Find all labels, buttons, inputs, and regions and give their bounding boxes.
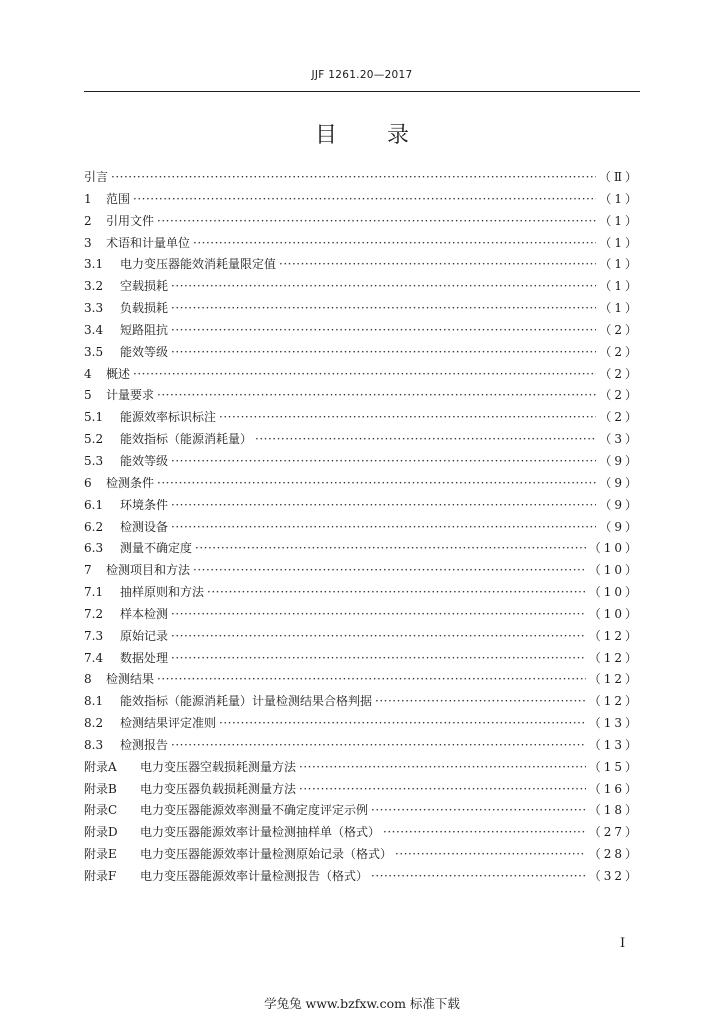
toc-entry[interactable]: [84, 627, 640, 649]
toc-entry[interactable]: [84, 649, 640, 671]
toc-entry-number: 附录E: [84, 847, 117, 862]
toc-entry-number: 2: [84, 213, 92, 228]
toc-dot-leader: [193, 563, 586, 577]
toc-entry-page: （15）: [588, 759, 640, 774]
toc-entry-number: 1: [84, 191, 92, 206]
toc-entry[interactable]: [84, 496, 640, 518]
footer-watermark: 学兔兔 www.bzfxw.com 标准下载: [264, 996, 460, 1011]
toc-entry-number: 6.3: [84, 541, 104, 556]
toc-dot-leader: [255, 432, 596, 446]
toc-entry[interactable]: [84, 365, 640, 387]
toc-dot-leader: [171, 301, 596, 315]
toc-entry-number: 附录B: [84, 781, 117, 796]
toc-entry-title: 能效等级: [120, 453, 169, 468]
toc-entry-page: （Ⅱ）: [598, 170, 640, 184]
toc-entry-page: （9）: [599, 519, 640, 534]
toc-entry-page: （18）: [588, 803, 640, 818]
toc-entry[interactable]: [84, 518, 640, 540]
toc-entry[interactable]: [84, 212, 640, 234]
toc-entry-page: （32）: [588, 869, 640, 883]
toc-entry-title: 能效指标（能源消耗量）计量检测结果合格判据: [120, 694, 373, 709]
toc-entry-title: 电力变压器负载损耗测量方法: [140, 781, 297, 796]
toc-dot-leader: [219, 410, 596, 424]
toc-entry-page: （9）: [599, 497, 640, 512]
toc-dot-leader: [193, 236, 596, 250]
toc-entry-page: （10）: [588, 541, 640, 556]
toc-entry-number: 7.4: [84, 650, 104, 665]
toc-entry-title: 数据处理: [120, 650, 169, 665]
toc-entry-number: 5.1: [84, 410, 104, 425]
toc-dot-leader: [171, 651, 586, 665]
toc-entry-number: 3.2: [84, 279, 104, 294]
toc-entry[interactable]: [84, 234, 640, 256]
toc-entry-number: 附录C: [84, 803, 118, 818]
toc-dot-leader: [299, 760, 586, 774]
toc-entry-title: 负载损耗: [120, 301, 169, 316]
toc-dot-leader: [133, 192, 596, 206]
toc-dot-leader: [171, 345, 596, 359]
toc-entry[interactable]: [84, 430, 640, 452]
toc-entry-title: 概述: [106, 366, 131, 381]
toc-entry[interactable]: [84, 277, 640, 299]
toc-dot-leader: [157, 672, 586, 686]
toc-entry-number: 8: [84, 672, 92, 687]
toc-entry-number: 6.2: [84, 519, 104, 534]
toc-entry[interactable]: [84, 386, 640, 408]
toc-entry-page: （28）: [588, 847, 640, 862]
toc-entry-number: 3.1: [84, 257, 104, 272]
toc-entry-page: （16）: [588, 781, 640, 796]
toc-dot-leader: [207, 585, 586, 599]
toc-entry-page: （2）: [599, 366, 640, 381]
toc-entry-page: （13）: [588, 716, 640, 731]
toc-entry[interactable]: [84, 343, 640, 365]
toc-entry-title: 电力变压器能效消耗量限定值: [120, 257, 277, 272]
toc-entry[interactable]: [84, 299, 640, 321]
toc-entry-title: 引言: [84, 170, 109, 184]
toc-entry-number: 7: [84, 563, 92, 578]
toc-entry-title: 原始记录: [120, 628, 169, 643]
toc-entry[interactable]: [84, 670, 640, 692]
toc-entry-title: 电力变压器能源效率计量检测抽样单（格式）: [140, 825, 381, 840]
toc-entry-page: （12）: [588, 628, 640, 643]
toc-entry-page: （10）: [588, 606, 640, 621]
toc-entry-number: 3: [84, 235, 92, 250]
toc-entry-number: 附录D: [84, 825, 118, 840]
standard-code-header: JJF 1261.20—2017: [311, 69, 413, 81]
toc-entry-title: 检测项目和方法: [106, 563, 191, 578]
toc-entry-page: （1）: [599, 235, 640, 250]
toc-entry-number: 6: [84, 475, 92, 490]
toc-entry[interactable]: [84, 736, 640, 758]
toc-dot-leader: [157, 214, 596, 228]
toc-entry[interactable]: [84, 583, 640, 605]
toc-entry-title: 电力变压器能源效率计量检测报告（格式）: [140, 869, 369, 883]
toc-dot-leader: [171, 629, 586, 643]
toc-entry-page: （12）: [588, 694, 640, 709]
toc-entry-title: 术语和计量单位: [106, 235, 191, 250]
toc-entry-page: （1）: [599, 301, 640, 316]
toc-dot-leader: [279, 257, 596, 271]
toc-entry[interactable]: [84, 801, 640, 823]
toc-entry-title: 抽样原则和方法: [120, 585, 205, 600]
toc-entry-number: 4: [84, 366, 92, 381]
toc-dot-leader: [171, 454, 596, 468]
toc-entry-number: 5.2: [84, 432, 104, 447]
toc-entry-number: 5.3: [84, 453, 104, 468]
table-of-contents: [84, 168, 640, 889]
toc-dot-leader: [195, 541, 586, 555]
toc-entry-page: （13）: [588, 737, 640, 752]
toc-entry-page: （1）: [599, 279, 640, 294]
toc-entry-page: （3）: [599, 432, 640, 447]
toc-entry-title: 检测结果评定准则: [120, 716, 217, 731]
toc-entry-title: 能源效率标识标注: [120, 410, 217, 425]
toc-dot-leader: [171, 607, 586, 621]
toc-entry[interactable]: [84, 758, 640, 780]
toc-dot-leader: [371, 869, 586, 883]
toc-entry-number: 8.2: [84, 716, 104, 731]
toc-entry[interactable]: [84, 255, 640, 277]
toc-entry-title: 空载损耗: [120, 279, 169, 294]
header-rule: [84, 91, 640, 92]
page-number: I: [620, 936, 626, 951]
toc-entry[interactable]: [84, 408, 640, 430]
toc-dot-leader: [133, 367, 596, 381]
toc-entry-page: （27）: [588, 825, 640, 840]
toc-entry[interactable]: [84, 168, 640, 190]
toc-entry-page: （9）: [599, 453, 640, 468]
toc-dot-leader: [299, 782, 586, 796]
toc-entry-page: （1）: [599, 257, 640, 272]
toc-entry-number: 3.3: [84, 301, 104, 316]
toc-entry-title: 电力变压器能源效率测量不确定度评定示例: [140, 803, 369, 818]
toc-entry-title: 引用文件: [106, 213, 155, 228]
toc-entry-title: 环境条件: [120, 497, 169, 512]
toc-entry[interactable]: [84, 845, 640, 867]
toc-entry[interactable]: [84, 474, 640, 496]
toc-entry-page: （2）: [599, 410, 640, 425]
toc-entry-number: 8.3: [84, 737, 104, 752]
toc-dot-leader: [171, 323, 596, 337]
toc-entry-title: 计量要求: [106, 388, 155, 403]
toc-dot-leader: [171, 279, 596, 293]
toc-entry-number: 3.4: [84, 322, 104, 337]
toc-entry-title: 样本检测: [120, 606, 169, 621]
toc-dot-leader: [171, 520, 596, 534]
toc-entry-number: 6.1: [84, 497, 104, 512]
toc-entry-page: （10）: [588, 563, 640, 578]
toc-dot-leader: [383, 825, 586, 839]
toc-dot-leader: [171, 738, 586, 752]
toc-dot-leader: [111, 170, 596, 184]
toc-entry-number: 3.5: [84, 344, 104, 359]
toc-dot-leader: [371, 803, 586, 817]
toc-entry-number: 7.2: [84, 606, 104, 621]
toc-entry[interactable]: [84, 605, 640, 627]
toc-entry-page: （12）: [588, 650, 640, 665]
toc-entry-title: 能效等级: [120, 344, 169, 359]
toc-entry-title: 短路阻抗: [120, 322, 169, 337]
toc-entry[interactable]: [84, 692, 640, 714]
toc-entry-page: （2）: [599, 322, 640, 337]
page-title: 目录: [314, 123, 459, 148]
toc-entry-page: （12）: [588, 672, 640, 687]
toc-entry-title: 检测条件: [106, 475, 155, 490]
toc-entry-number: 5: [84, 388, 92, 403]
toc-entry[interactable]: [84, 190, 640, 212]
toc-dot-leader: [171, 498, 596, 512]
toc-entry-title: 电力变压器空载损耗测量方法: [140, 759, 297, 774]
toc-entry-title: 检测结果: [106, 672, 155, 687]
toc-entry-page: （2）: [599, 344, 640, 359]
toc-dot-leader: [157, 476, 596, 490]
toc-entry-page: （10）: [588, 585, 640, 600]
toc-entry-page: （9）: [599, 475, 640, 490]
toc-entry-title: 电力变压器能源效率计量检测原始记录（格式）: [140, 847, 393, 862]
toc-entry[interactable]: [84, 823, 640, 845]
toc-dot-leader: [375, 694, 586, 708]
toc-entry-number: 8.1: [84, 694, 104, 709]
toc-dot-leader: [157, 388, 596, 402]
toc-entry[interactable]: [84, 452, 640, 474]
toc-entry[interactable]: [84, 780, 640, 802]
toc-entry[interactable]: [84, 561, 640, 583]
toc-entry-title: 能效指标（能源消耗量）: [120, 432, 253, 447]
toc-entry[interactable]: [84, 714, 640, 736]
toc-entry-number: 7.1: [84, 585, 104, 600]
toc-entry-title: 范围: [106, 191, 131, 206]
toc-entry-number: 7.3: [84, 628, 104, 643]
toc-entry-page: （1）: [599, 213, 640, 228]
toc-entry-number: 附录F: [84, 869, 117, 883]
toc-entry-title: 检测设备: [120, 519, 169, 534]
toc-entry-title: 检测报告: [120, 737, 169, 752]
toc-entry-number: 附录A: [84, 759, 117, 774]
toc-dot-leader: [219, 716, 586, 730]
toc-entry-page: （1）: [599, 191, 640, 206]
toc-entry-title: 测量不确定度: [120, 541, 193, 556]
toc-dot-leader: [395, 847, 586, 861]
toc-entry-page: （2）: [599, 388, 640, 403]
toc-entry[interactable]: [84, 321, 640, 343]
toc-entry[interactable]: [84, 539, 640, 561]
toc-entry[interactable]: [84, 867, 640, 889]
